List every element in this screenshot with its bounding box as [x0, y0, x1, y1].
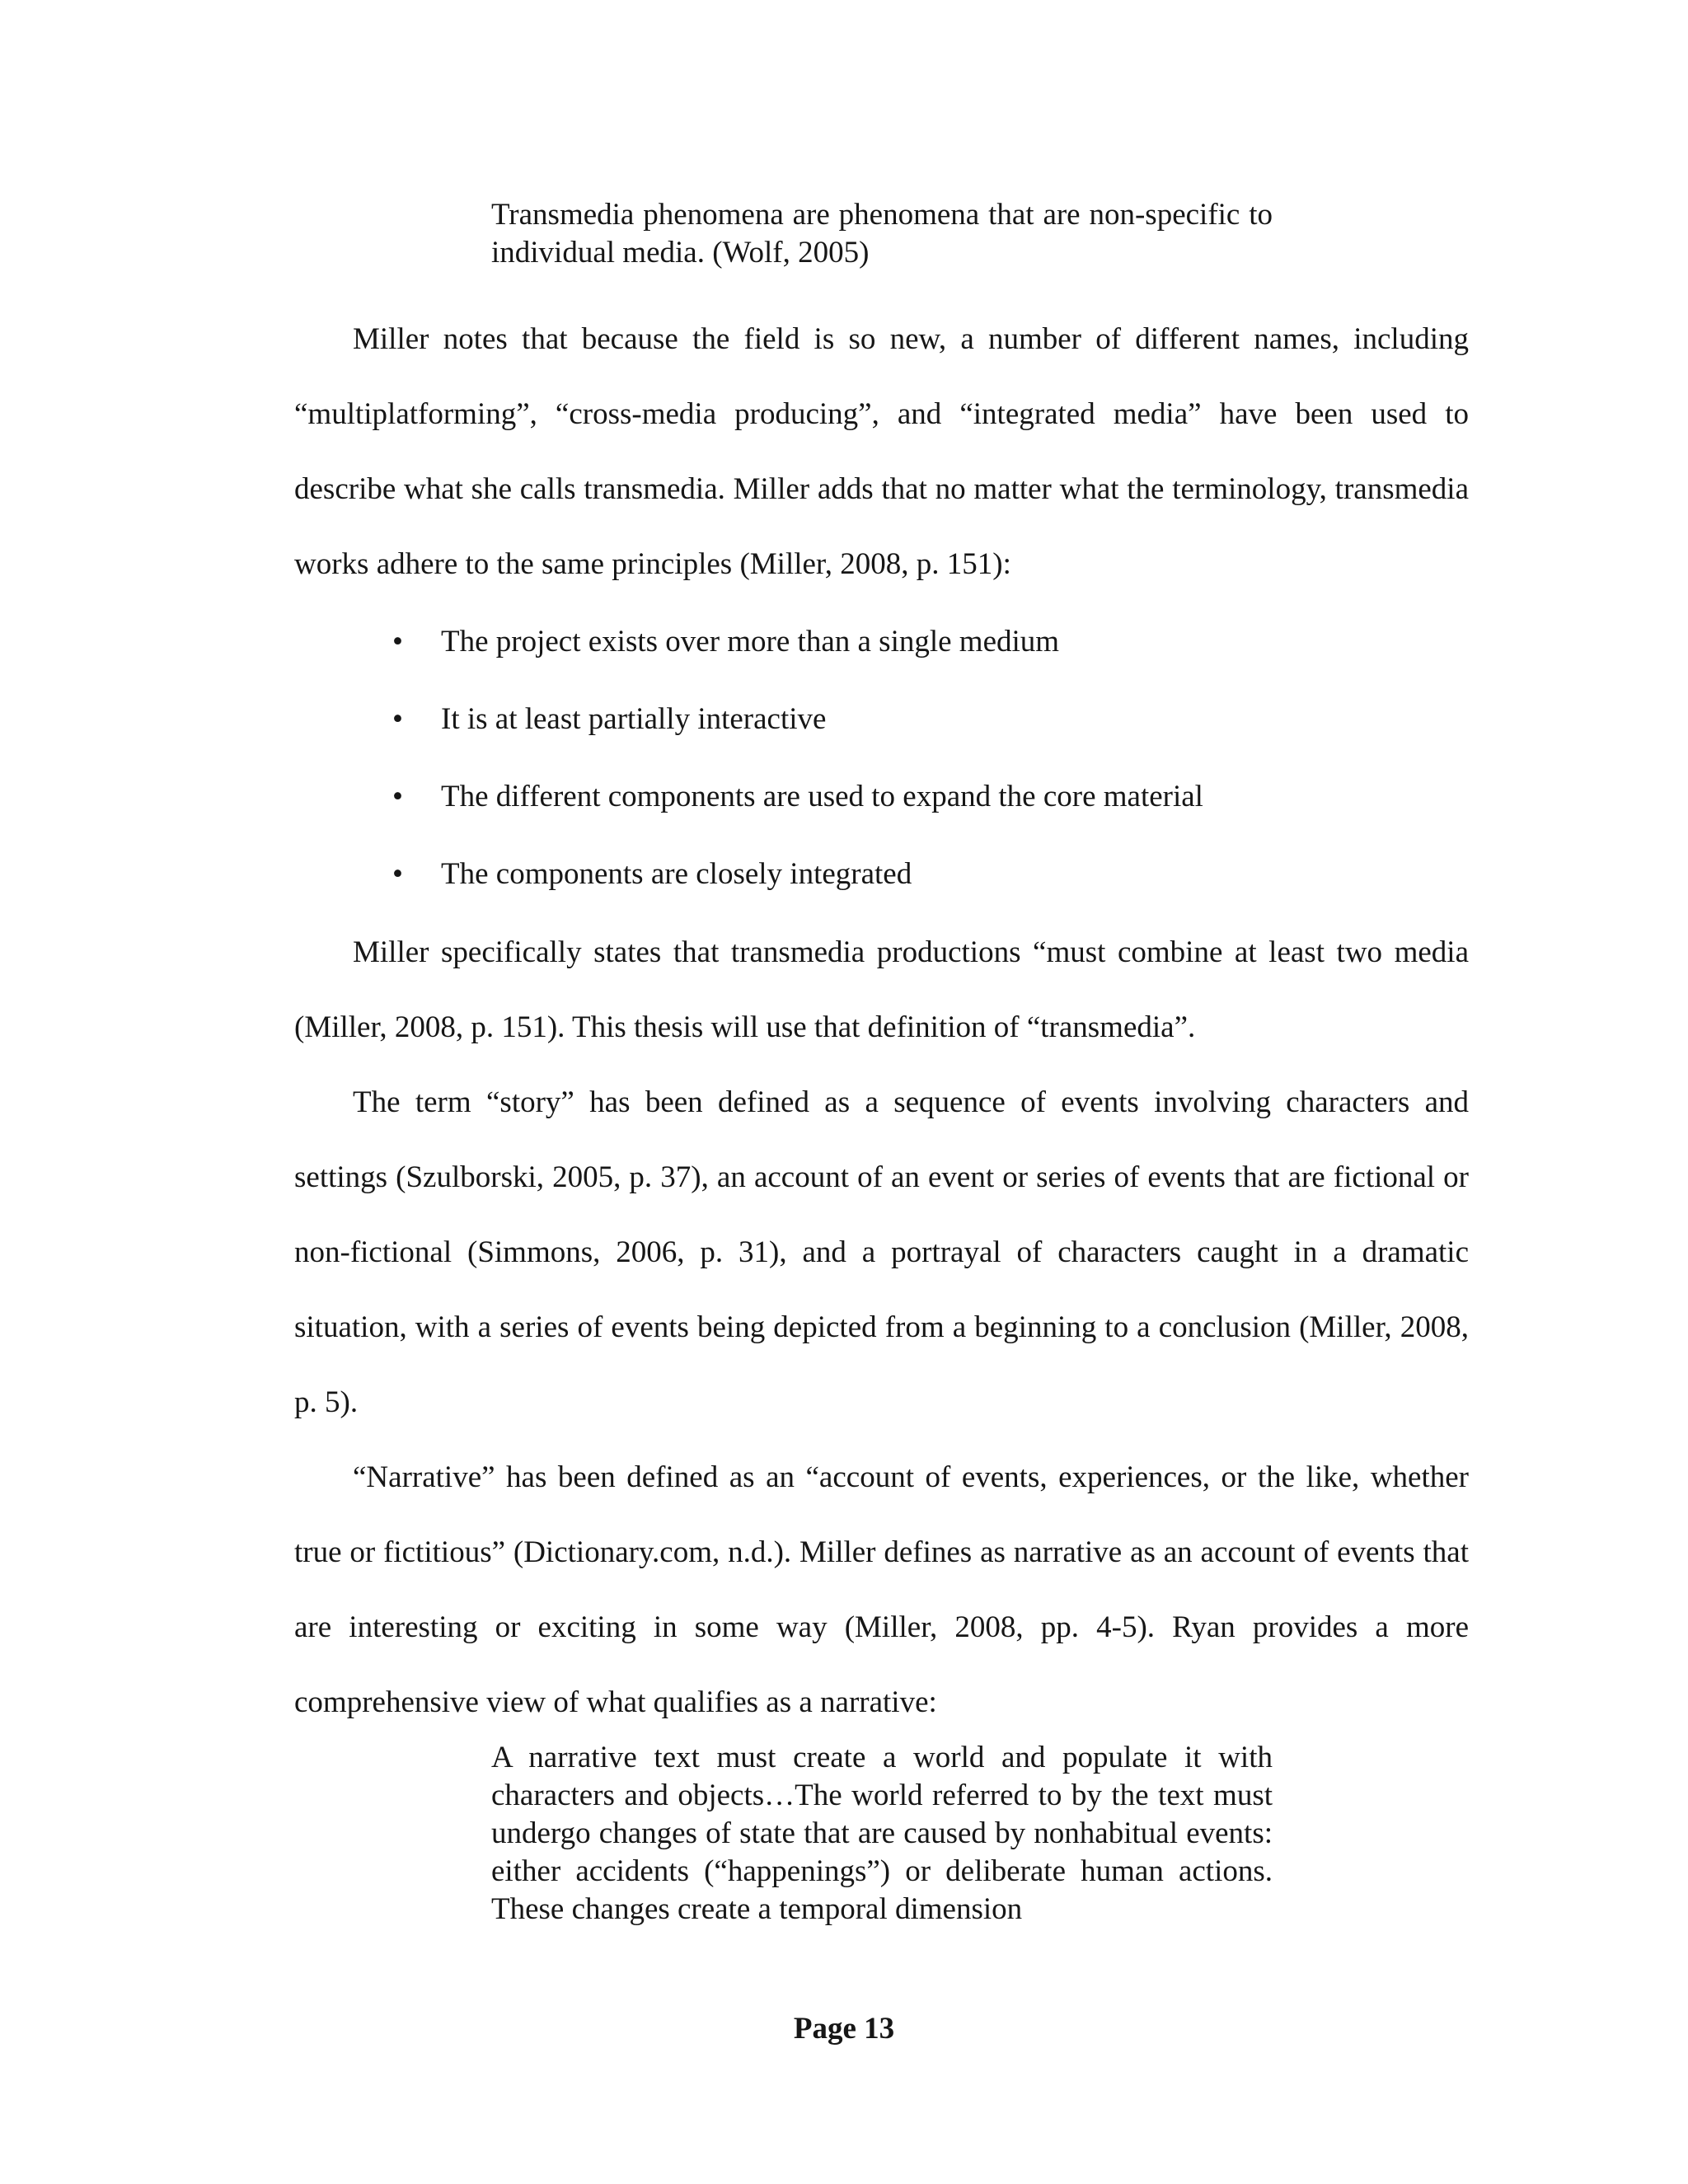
block-quote-wolf: Transmedia phenomena are phenomena that are non-specific to individual media. (Wolf, 2005)	[491, 198, 1273, 269]
list-item-text: The different components are used to expand the core material	[441, 780, 1203, 813]
list-item-text: It is at least partially interactive	[441, 702, 827, 736]
page-number: Page 13	[793, 2012, 895, 2046]
body-text	[294, 302, 1469, 1740]
bullet-icon: •	[392, 780, 403, 813]
paragraph-miller-definition: Miller specifically states that transmedia productions “must combine at least two media (Miller, 2008, p. 151). This thesis will use that definition of “transmedia”.	[294, 935, 1469, 1044]
list-item	[294, 681, 1469, 758]
paragraph-miller-names: Miller notes that because the field is so new, a number of different names, including “multiplatforming”, “cross-media producing”, and “integrated media” have been used to describe what she calls transmedia. Miller adds that no matter what the terminology, transmedia works adhere to the same principles (Miller, 2008, p. 151):	[294, 322, 1469, 581]
bullet-icon: •	[392, 625, 403, 658]
list-item-text: The project exists over more than a single medium	[441, 625, 1060, 658]
principles-list	[294, 602, 1469, 915]
list-item	[294, 758, 1469, 836]
list-item	[294, 603, 1469, 681]
block-quote-ryan: A narrative text must create a world and populate it with characters and objects…The world referred to by the text must undergo changes of state that are caused by nonhabitual events: either accidents (“happenings”) or deliberate human actions. These changes create a temporal dimension	[491, 1741, 1273, 1926]
list-item	[294, 836, 1469, 913]
bullet-icon: •	[392, 857, 403, 891]
bullet-icon: •	[392, 702, 403, 736]
list-item-text: The components are closely integrated	[441, 857, 912, 891]
paragraph-narrative-definition: “Narrative” has been defined as an “account of events, experiences, or the like, whether true or fictitious” (Dictionary.com, n.d.). Miller defines as narrative as an account of events that are interesting or exciting in some way (Miller, 2008, pp. 4-5). Ryan provides a more comprehensive view of what qualifies as a narrative:	[294, 1460, 1469, 1719]
paragraph-story-definition: The term “story” has been defined as a sequence of events involving characters and settings (Szulborski, 2005, p. 37), an account of an event or series of events that are fictional or non-fictional (Simmons, 2006, p. 31), and a portrayal of characters caught in a dramatic situation, with a series of events being depicted from a beginning to a conclusion (Miller, 2008, p. 5).	[294, 1085, 1469, 1419]
